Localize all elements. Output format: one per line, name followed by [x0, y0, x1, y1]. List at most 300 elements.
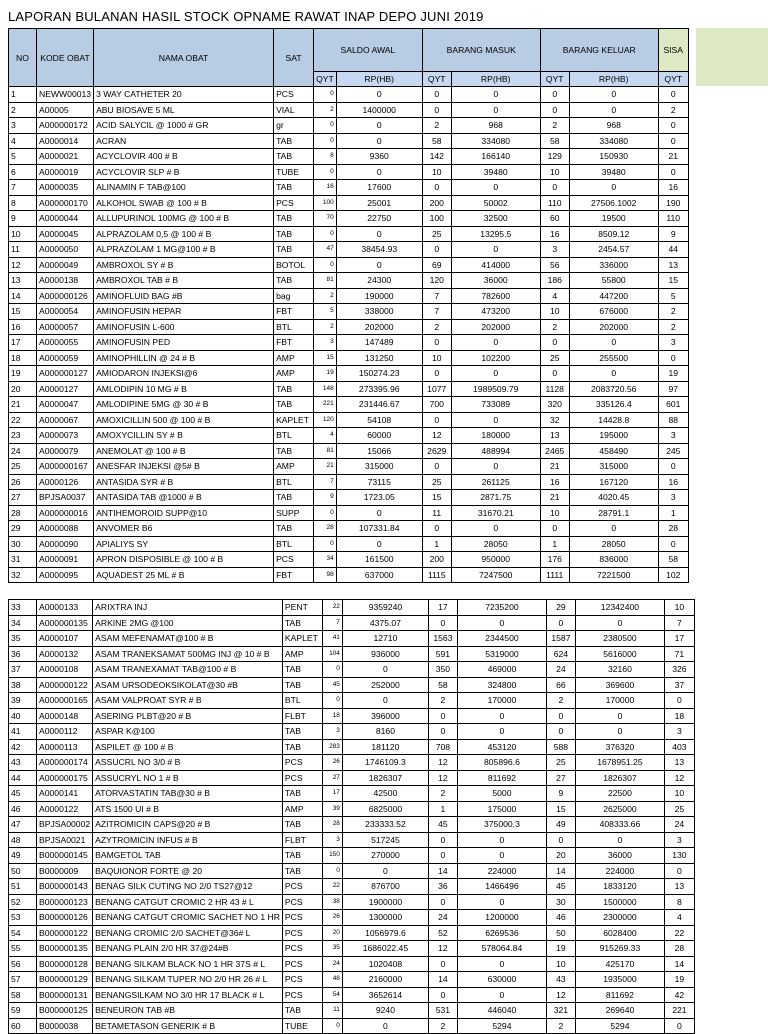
cell-masuk-qyt: 1	[428, 801, 457, 817]
cell-sisa-qyt: 16	[658, 474, 688, 490]
cell-sisa-qyt: 71	[664, 646, 694, 662]
cell-masuk-qyt: 1077	[422, 381, 451, 397]
cell-masuk-rp: 0	[457, 832, 546, 848]
cell-nama: BETAMETASON GENERIK # B	[93, 1018, 283, 1034]
cell-kode: A000000174	[37, 755, 93, 771]
cell-masuk-rp: 166140	[451, 149, 540, 165]
table-body-1	[9, 87, 689, 583]
cell-masuk-rp: 7247500	[451, 567, 540, 583]
cell-nama: ANTASIDA SYR # B	[94, 474, 274, 490]
cell-no: 38	[9, 677, 37, 693]
cell-masuk-qyt: 15	[422, 490, 451, 506]
cell-masuk-qyt: 2629	[422, 443, 451, 459]
cell-sat: BOTOL	[274, 257, 314, 273]
cell-masuk-qyt: 120	[422, 273, 451, 289]
cell-sat: AMP	[274, 366, 314, 382]
cell-sisa-qyt: 10	[664, 786, 694, 802]
cell-sisa-qyt: 25	[664, 801, 694, 817]
cell-kode: A000000135	[37, 615, 93, 631]
cell-nama: ALPRAZOLAM 1 MG@100 # B	[94, 242, 274, 258]
cell-masuk-qyt: 10	[422, 350, 451, 366]
cell-keluar-rp: 676000	[569, 304, 658, 320]
cell-no: 39	[9, 693, 37, 709]
cell-sat: PENT	[282, 600, 322, 616]
cell-saldo-rp: 0	[336, 87, 422, 103]
cell-sat: TAB	[282, 786, 322, 802]
cell-masuk-qyt: 0	[428, 956, 457, 972]
cell-sisa-qyt: 190	[658, 195, 688, 211]
cell-keluar-rp: 5616000	[575, 646, 664, 662]
table-row	[9, 925, 695, 941]
table-row	[9, 505, 689, 521]
cell-keluar-qyt: 12	[546, 987, 575, 1003]
cell-nama: BENEURON TAB #B	[93, 1003, 283, 1019]
header-row	[9, 29, 689, 72]
cell-keluar-qyt: 320	[540, 397, 569, 413]
table-row	[9, 910, 695, 926]
cell-no: 52	[9, 894, 37, 910]
table-row	[9, 615, 695, 631]
cell-keluar-rp: 28050	[569, 536, 658, 552]
cell-sisa-qyt: 58	[658, 552, 688, 568]
cell-keluar-qyt: 50	[546, 925, 575, 941]
table-row	[9, 863, 695, 879]
cell-masuk-qyt: 11	[422, 505, 451, 521]
cell-sisa-qyt: 1	[658, 505, 688, 521]
cell-sat: TAB	[274, 490, 314, 506]
cell-sisa-qyt: 18	[664, 708, 694, 724]
cell-masuk-rp: 324800	[457, 677, 546, 693]
cell-masuk-qyt: 7	[422, 304, 451, 320]
cell-nama: AMLODIPINE 5MG @ 30 # B	[94, 397, 274, 413]
table-row	[9, 459, 689, 475]
cell-masuk-qyt: 200	[422, 195, 451, 211]
table-row	[9, 770, 695, 786]
cell-nama: BENANG SILKAM BLACK NO 1 HR 37S # L	[93, 956, 283, 972]
cell-sisa-qyt: 0	[664, 1018, 694, 1034]
cell-saldo-rp: 0	[342, 693, 428, 709]
cell-keluar-rp: 202000	[569, 319, 658, 335]
cell-sisa-qyt: 28	[664, 941, 694, 957]
cell-no: 21	[9, 397, 37, 413]
cell-saldo-rp: 1746109.3	[342, 755, 428, 771]
cell-keluar-qyt: 3	[540, 242, 569, 258]
table-row	[9, 832, 695, 848]
cell-kode: B000000131	[37, 987, 93, 1003]
cell-no: 27	[9, 490, 37, 506]
cell-kode: B0000038	[37, 1018, 93, 1034]
table-row	[9, 972, 695, 988]
cell-masuk-qyt: 69	[422, 257, 451, 273]
sub-qyt: QYT	[658, 72, 688, 87]
cell-sat: PCS	[282, 987, 322, 1003]
table-row	[9, 87, 689, 103]
cell-masuk-rp: 782600	[451, 288, 540, 304]
cell-saldo-qyt: 0	[314, 505, 337, 521]
cell-keluar-rp: 2380500	[575, 631, 664, 647]
cell-saldo-rp: 4375.07	[342, 615, 428, 631]
cell-nama: AMINOFUSIN PED	[94, 335, 274, 351]
cell-saldo-qyt: 98	[314, 567, 337, 583]
table-row	[9, 335, 689, 351]
cell-keluar-rp: 167120	[569, 474, 658, 490]
cell-no: 14	[9, 288, 37, 304]
cell-nama: BAQUIONOR FORTE @ 20	[93, 863, 283, 879]
cell-keluar-qyt: 0	[546, 708, 575, 724]
cell-saldo-rp: 8160	[342, 724, 428, 740]
cell-kode: A0000035	[37, 180, 94, 196]
cell-sisa-qyt: 0	[664, 863, 694, 879]
cell-saldo-rp: 1826307	[342, 770, 428, 786]
table-row	[9, 195, 689, 211]
cell-masuk-qyt: 0	[428, 724, 457, 740]
cell-no: 23	[9, 428, 37, 444]
cell-nama: AMINOFLUID BAG #B	[94, 288, 274, 304]
cell-masuk-qyt: 0	[428, 615, 457, 631]
cell-keluar-qyt: 4	[540, 288, 569, 304]
cell-masuk-rp: 0	[457, 956, 546, 972]
cell-masuk-rp: 446040	[457, 1003, 546, 1019]
cell-saldo-qyt: 148	[314, 381, 337, 397]
cell-kode: A0000073	[37, 428, 94, 444]
cell-saldo-qyt: 0	[322, 863, 342, 879]
table-row	[9, 817, 695, 833]
cell-no: 54	[9, 925, 37, 941]
cell-masuk-rp: 630000	[457, 972, 546, 988]
cell-sisa-qyt: 0	[658, 118, 688, 134]
cell-masuk-rp: 0	[451, 242, 540, 258]
cell-nama: AMIODARON INJEKSI@6	[94, 366, 274, 382]
cell-kode: A000000122	[37, 677, 93, 693]
cell-nama: ASAM VALPROAT SYR # B	[93, 693, 283, 709]
cell-saldo-qyt: 0	[314, 118, 337, 134]
cell-no: 40	[9, 708, 37, 724]
table-row	[9, 133, 689, 149]
cell-sisa-qyt: 3	[664, 832, 694, 848]
cell-sisa-qyt: 102	[658, 567, 688, 583]
cell-sat: TAB	[282, 848, 322, 864]
cell-keluar-rp: 0	[569, 335, 658, 351]
cell-sat: AMP	[274, 350, 314, 366]
cell-saldo-qyt: 2	[314, 102, 337, 118]
cell-no: 8	[9, 195, 37, 211]
cell-sisa-qyt: 130	[664, 848, 694, 864]
table-row	[9, 164, 689, 180]
cell-saldo-rp: 24300	[336, 273, 422, 289]
cell-no: 22	[9, 412, 37, 428]
col-saldo-awal: SALDO AWAL	[314, 29, 423, 72]
cell-keluar-rp: 224000	[575, 863, 664, 879]
cell-saldo-rp: 315000	[336, 459, 422, 475]
cell-kode: A0000057	[37, 319, 94, 335]
cell-saldo-rp: 131250	[336, 350, 422, 366]
cell-nama: ACYCLOVIR 400 # B	[94, 149, 274, 165]
cell-masuk-qyt: 0	[428, 987, 457, 1003]
cell-saldo-rp: 38454.93	[336, 242, 422, 258]
table-row	[9, 662, 695, 678]
cell-saldo-rp: 73115	[336, 474, 422, 490]
cell-nama: ARKINE 2MG @100	[93, 615, 283, 631]
cell-saldo-qyt: 104	[322, 646, 342, 662]
cell-saldo-rp: 42500	[342, 786, 428, 802]
cell-nama: ASPILET @ 100 # B	[93, 739, 283, 755]
cell-sat: PCS	[282, 879, 322, 895]
cell-sisa-qyt: 13	[658, 257, 688, 273]
cell-kode: A000000172	[37, 118, 94, 134]
cell-saldo-rp: 17600	[336, 180, 422, 196]
cell-saldo-qyt: 2	[314, 319, 337, 335]
cell-no: 31	[9, 552, 37, 568]
cell-keluar-rp: 150930	[569, 149, 658, 165]
cell-saldo-qyt: 15	[314, 350, 337, 366]
cell-no: 19	[9, 366, 37, 382]
cell-sat: TAB	[282, 662, 322, 678]
cell-masuk-rp: 0	[457, 848, 546, 864]
cell-sisa-qyt: 21	[658, 149, 688, 165]
sub-rp: RP(HB)	[336, 72, 422, 87]
cell-saldo-qyt: 9	[314, 490, 337, 506]
cell-sisa-qyt: 110	[658, 211, 688, 227]
cell-sat: FLBT	[282, 832, 322, 848]
cell-keluar-rp: 2300000	[575, 910, 664, 926]
cell-keluar-qyt: 10	[540, 164, 569, 180]
table-row	[9, 257, 689, 273]
cell-keluar-qyt: 1128	[540, 381, 569, 397]
table-row	[9, 801, 695, 817]
cell-saldo-rp: 6825000	[342, 801, 428, 817]
cell-no: 16	[9, 319, 37, 335]
table-row	[9, 693, 695, 709]
cell-no: 4	[9, 133, 37, 149]
cell-kode: A0000127	[37, 381, 94, 397]
cell-masuk-qyt: 142	[422, 149, 451, 165]
cell-sisa-qyt: 0	[658, 133, 688, 149]
cell-keluar-rp: 0	[575, 708, 664, 724]
cell-masuk-rp: 5000	[457, 786, 546, 802]
cell-saldo-qyt: 21	[314, 459, 337, 475]
sub-qyt: QYT	[422, 72, 451, 87]
cell-sisa-qyt: 13	[664, 755, 694, 771]
cell-keluar-qyt: 10	[540, 304, 569, 320]
cell-kode: A0000148	[37, 708, 93, 724]
cell-saldo-qyt: 22	[322, 879, 342, 895]
cell-sisa-qyt: 601	[658, 397, 688, 413]
table-row	[9, 567, 689, 583]
cell-no: 20	[9, 381, 37, 397]
cell-kode: A0000095	[37, 567, 94, 583]
cell-saldo-qyt: 19	[314, 366, 337, 382]
cell-keluar-qyt: 56	[540, 257, 569, 273]
cell-masuk-qyt: 0	[422, 335, 451, 351]
cell-no: 43	[9, 755, 37, 771]
cell-keluar-qyt: 2465	[540, 443, 569, 459]
cell-kode: BPJSA0037	[37, 490, 94, 506]
cell-keluar-qyt: 588	[546, 739, 575, 755]
cell-keluar-qyt: 16	[540, 226, 569, 242]
cell-sisa-qyt: 42	[664, 987, 694, 1003]
cell-sat: TAB	[274, 242, 314, 258]
cell-masuk-qyt: 531	[428, 1003, 457, 1019]
cell-keluar-rp: 6028400	[575, 925, 664, 941]
cell-nama: ACID SALYCIL @ 1000 # GR	[94, 118, 274, 134]
cell-saldo-rp: 181120	[342, 739, 428, 755]
cell-keluar-rp: 447200	[569, 288, 658, 304]
cell-saldo-qyt: 0	[314, 257, 337, 273]
cell-nama: ASSUCRYL NO 1 # B	[93, 770, 283, 786]
cell-sisa-qyt: 15	[658, 273, 688, 289]
cell-saldo-qyt: 16	[314, 180, 337, 196]
cell-masuk-rp: 0	[451, 180, 540, 196]
cell-kode: A0000014	[37, 133, 94, 149]
table-row	[9, 412, 689, 428]
table-row	[9, 724, 695, 740]
cell-saldo-qyt: 3	[322, 832, 342, 848]
cell-sat: SUPP	[274, 505, 314, 521]
cell-sisa-qyt: 16	[658, 180, 688, 196]
cell-keluar-qyt: 10	[540, 505, 569, 521]
cell-masuk-qyt: 25	[422, 226, 451, 242]
cell-saldo-rp: 637000	[336, 567, 422, 583]
cell-sat: PCS	[282, 755, 322, 771]
cell-keluar-rp: 1500000	[575, 894, 664, 910]
cell-keluar-rp: 170000	[575, 693, 664, 709]
cell-masuk-rp: 375000.3	[457, 817, 546, 833]
cell-no: 50	[9, 863, 37, 879]
table-row	[9, 366, 689, 382]
cell-kode: A000000175	[37, 770, 93, 786]
table-row	[9, 600, 695, 616]
cell-saldo-rp: 54108	[336, 412, 422, 428]
cell-masuk-rp: 180000	[451, 428, 540, 444]
cell-keluar-qyt: 176	[540, 552, 569, 568]
cell-saldo-rp: 0	[336, 164, 422, 180]
cell-saldo-qyt: 41	[322, 631, 342, 647]
cell-keluar-qyt: 2	[546, 693, 575, 709]
table-row	[9, 521, 689, 537]
table-row	[9, 848, 695, 864]
cell-masuk-rp: 32500	[451, 211, 540, 227]
cell-kode: A00005	[37, 102, 94, 118]
cell-masuk-rp: 968	[451, 118, 540, 134]
cell-sisa-qyt: 3	[658, 490, 688, 506]
cell-saldo-qyt: 3	[322, 724, 342, 740]
cell-saldo-rp: 150274.23	[336, 366, 422, 382]
cell-kode: B000000123	[37, 894, 93, 910]
cell-keluar-rp: 19500	[569, 211, 658, 227]
cell-saldo-rp: 270000	[342, 848, 428, 864]
cell-nama: BENAG SILK CUTING NO 2/0 TS27@12	[93, 879, 283, 895]
cell-keluar-rp: 255500	[569, 350, 658, 366]
cell-nama: ASAM URSODEOKSIKOLAT@30 #B	[93, 677, 283, 693]
cell-masuk-qyt: 350	[428, 662, 457, 678]
cell-sat: TAB	[282, 724, 322, 740]
cell-keluar-rp: 27506.1002	[569, 195, 658, 211]
cell-nama: ASAM TRANEKSAMAT 500MG INJ @ 10 # B	[93, 646, 283, 662]
cell-nama: ARIXTRA INJ	[93, 600, 283, 616]
cell-keluar-rp: 269640	[575, 1003, 664, 1019]
cell-saldo-qyt: 3	[314, 335, 337, 351]
cell-saldo-rp: 12710	[342, 631, 428, 647]
cell-sat: TAB	[274, 226, 314, 242]
table-row	[9, 755, 695, 771]
cell-kode: A0000050	[37, 242, 94, 258]
table-row	[9, 118, 689, 134]
cell-nama: AMINOFUSIN L-600	[94, 319, 274, 335]
cell-no: 26	[9, 474, 37, 490]
cell-saldo-qyt: 0	[322, 693, 342, 709]
cell-no: 11	[9, 242, 37, 258]
cell-saldo-qyt: 28	[322, 817, 342, 833]
cell-nama: ACYCLOVIR SLP # B	[94, 164, 274, 180]
cell-nama: AMOXYCILLIN SY # B	[94, 428, 274, 444]
sub-qyt: QYT	[540, 72, 569, 87]
col-no: NO	[9, 29, 37, 87]
cell-sisa-qyt: 14	[664, 956, 694, 972]
cell-sat: PCS	[282, 972, 322, 988]
cell-keluar-qyt: 20	[546, 848, 575, 864]
cell-masuk-qyt: 0	[428, 848, 457, 864]
cell-masuk-qyt: 700	[422, 397, 451, 413]
cell-saldo-rp: 9240	[342, 1003, 428, 1019]
col-sisa: SISA	[658, 29, 688, 72]
cell-keluar-rp: 425170	[575, 956, 664, 972]
cell-sat: PCS	[282, 925, 322, 941]
cell-no: 1	[9, 87, 37, 103]
cell-sisa-qyt: 13	[664, 879, 694, 895]
cell-kode: A0000088	[37, 521, 94, 537]
cell-nama: ANTIHEMOROID SUPP@10	[94, 505, 274, 521]
cell-sisa-qyt: 28	[658, 521, 688, 537]
cell-masuk-qyt: 100	[422, 211, 451, 227]
table-row	[9, 319, 689, 335]
table-row	[9, 677, 695, 693]
col-barang-masuk: BARANG MASUK	[422, 29, 540, 72]
cell-masuk-qyt: 591	[428, 646, 457, 662]
table-row	[9, 211, 689, 227]
cell-sisa-qyt: 0	[658, 164, 688, 180]
table-row	[9, 304, 689, 320]
table-row	[9, 180, 689, 196]
cell-saldo-qyt: 34	[314, 552, 337, 568]
cell-nama: BENANG CATGUT CROMIC 2 HR 43 # L	[93, 894, 283, 910]
cell-nama: ASAM MEFENAMAT@100 # B	[93, 631, 283, 647]
cell-saldo-rp: 1056979.6	[342, 925, 428, 941]
cell-masuk-rp: 170000	[457, 693, 546, 709]
cell-keluar-qyt: 25	[546, 755, 575, 771]
cell-no: 36	[9, 646, 37, 662]
cell-sisa-qyt: 88	[658, 412, 688, 428]
cell-keluar-qyt: 110	[540, 195, 569, 211]
cell-masuk-rp: 733089	[451, 397, 540, 413]
cell-keluar-rp: 1833120	[575, 879, 664, 895]
cell-sat: BTL	[274, 474, 314, 490]
cell-saldo-rp: 2160000	[342, 972, 428, 988]
cell-kode: A0000019	[37, 164, 94, 180]
table-row	[9, 242, 689, 258]
cell-keluar-qyt: 49	[546, 817, 575, 833]
cell-sisa-qyt: 403	[664, 739, 694, 755]
cell-masuk-rp: 0	[457, 708, 546, 724]
cell-keluar-rp: 968	[569, 118, 658, 134]
cell-masuk-rp: 0	[451, 412, 540, 428]
cell-sisa-qyt: 0	[664, 693, 694, 709]
cell-kode: A0000090	[37, 536, 94, 552]
cell-nama: AZITROMICIN CAPS@20 # B	[93, 817, 283, 833]
cell-no: 32	[9, 567, 37, 583]
cell-keluar-rp: 2454.57	[569, 242, 658, 258]
cell-saldo-rp: 1723.05	[336, 490, 422, 506]
cell-masuk-rp: 13295.5	[451, 226, 540, 242]
